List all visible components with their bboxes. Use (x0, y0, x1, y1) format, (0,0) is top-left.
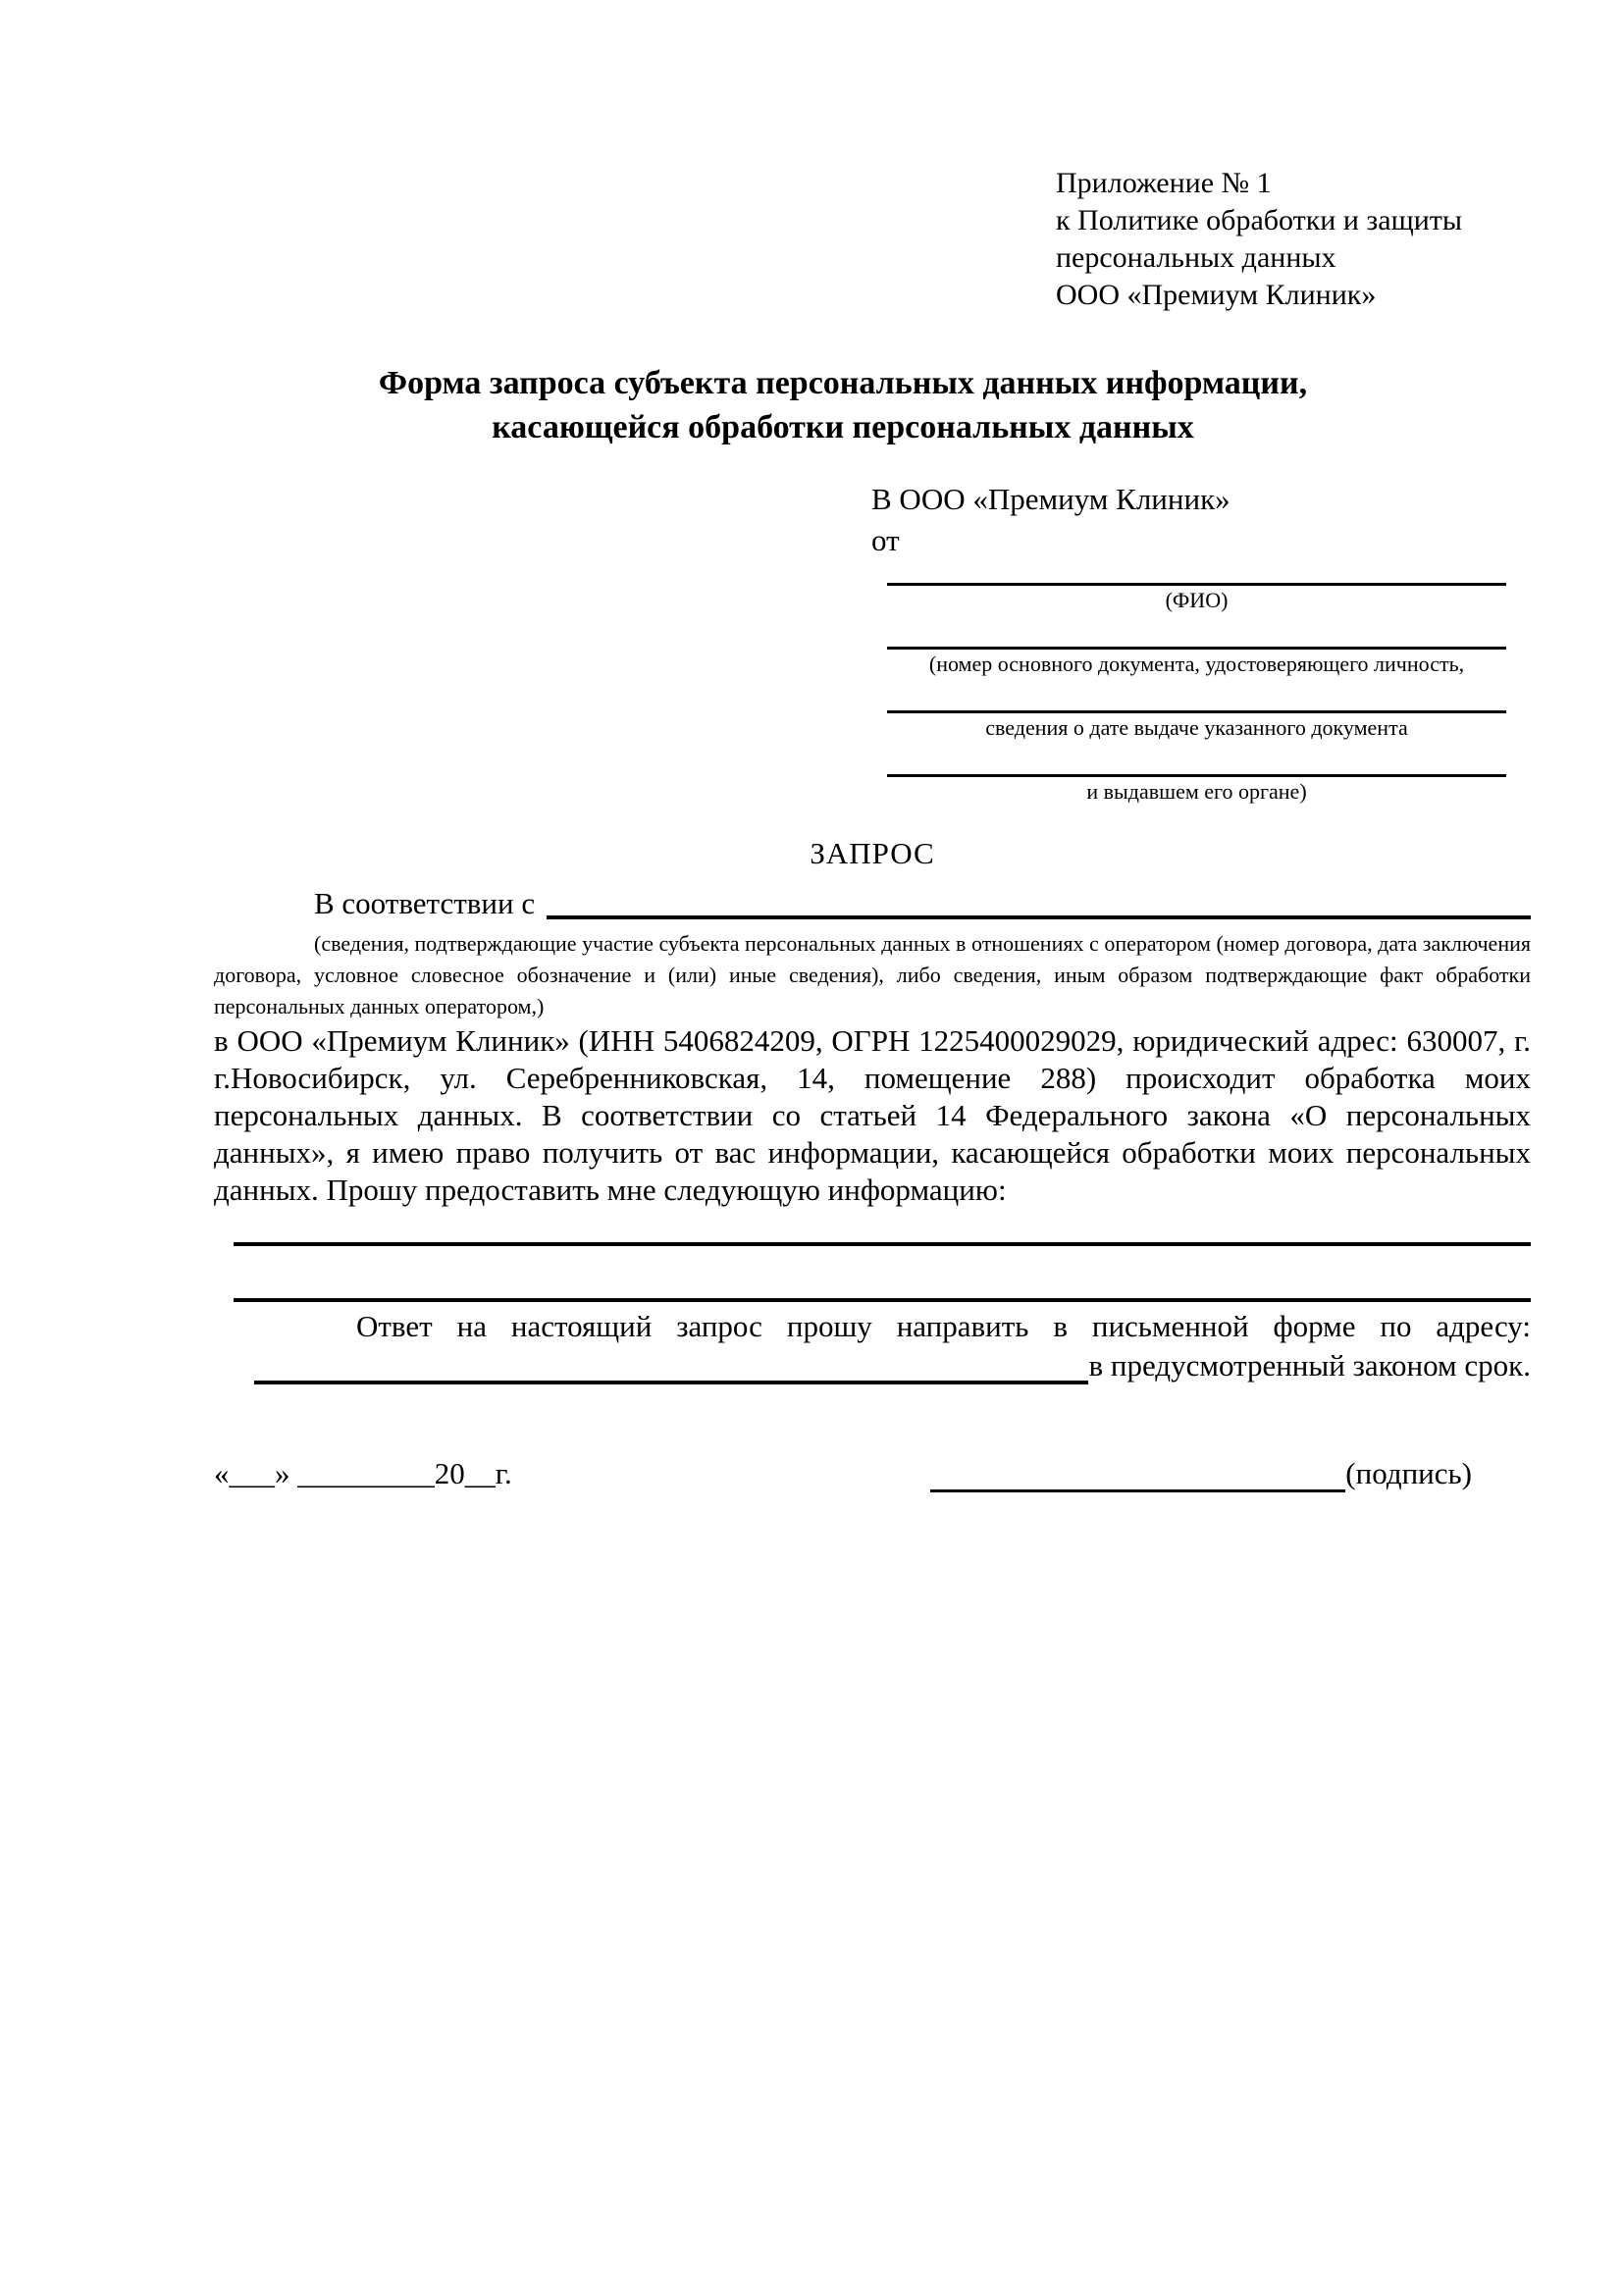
issuing-authority-caption: и выдавшем его органе) (1086, 779, 1307, 804)
reply-suffix: в предусмотренный законом срок. (1088, 1348, 1531, 1383)
appendix-line: ООО «Премиум Клиник» (1056, 279, 1377, 311)
accordance-label: В соответствии с (314, 886, 536, 920)
accordance-row (214, 885, 1531, 924)
reply-instruction: Ответ на настоящий запрос прошу направить в письменной форме по адресу: (356, 1309, 1531, 1343)
signature-group (930, 1455, 1472, 1492)
form-title-line2: касающейся обработки персональных данных (492, 409, 1194, 445)
addressee-to: В ООО «Премиум Клиник» (871, 482, 1230, 516)
applicant-fields (887, 561, 1506, 807)
addressee-block (871, 479, 1531, 561)
id-document-caption: (номер основного документа, удостоверяющего личность, (928, 652, 1465, 676)
date-signature-row (214, 1455, 1472, 1492)
clarification-note: (сведения, подтверждающие участие субъекта персональных данных в отношениях с оператором (номер договора, дата заключения договора, условное словесное обозначение и (или) иные сведения), либо сведения, иным образом подтверждающие факт обработки персональных данных оператором,) (214, 931, 1531, 1018)
fio-caption: (ФИО) (1165, 588, 1229, 612)
id-document-blank-line (887, 615, 1506, 650)
fio-field (887, 561, 1506, 615)
id-document-field (887, 615, 1506, 679)
signature-caption: (подпись) (1345, 1456, 1472, 1490)
date-blank: «___» _________20__г. (214, 1456, 512, 1490)
info-blank-line-2 (234, 1246, 1531, 1302)
appendix-line: к Политике обработки и защиты (1056, 204, 1463, 236)
request-heading: ЗАПРОС (810, 836, 935, 870)
reply-address-row (214, 1345, 1531, 1384)
addressee-from-label: от (871, 523, 900, 557)
appendix-note (1056, 165, 1531, 314)
issue-date-caption: сведения о дате выдаче указанного документа (985, 715, 1408, 740)
issuing-authority-blank-line (887, 743, 1506, 777)
issue-date-field (887, 679, 1506, 743)
appendix-line: персональных данных (1056, 241, 1336, 274)
form-title-line1: Форма запроса субъекта персональных данных информации, (378, 365, 1308, 401)
address-blank-line (254, 1351, 1088, 1384)
accordance-blank-line (547, 885, 1531, 919)
issue-date-blank-line (887, 679, 1506, 713)
form-title (214, 361, 1472, 449)
signature-blank-line (930, 1460, 1345, 1492)
issuing-authority-field (887, 743, 1506, 807)
fio-blank-line (887, 561, 1506, 586)
request-body-text: в ООО «Премиум Клиник» (ИНН 5406824209, ОГРН 1225400029029, юридический адрес: 630007, г. г.Новосибирск, ул. Серебренниковская, 14, помещение 288) происходит обработка моих персональных данных. В соответствии со статьей 14 Федерального закона «О персональных данных», я имею право получить от вас информации, касающейся обработки моих персональных данных. Прошу предоставить мне следующую информацию: (214, 1023, 1531, 1207)
appendix-line: Приложение № 1 (1056, 167, 1272, 199)
